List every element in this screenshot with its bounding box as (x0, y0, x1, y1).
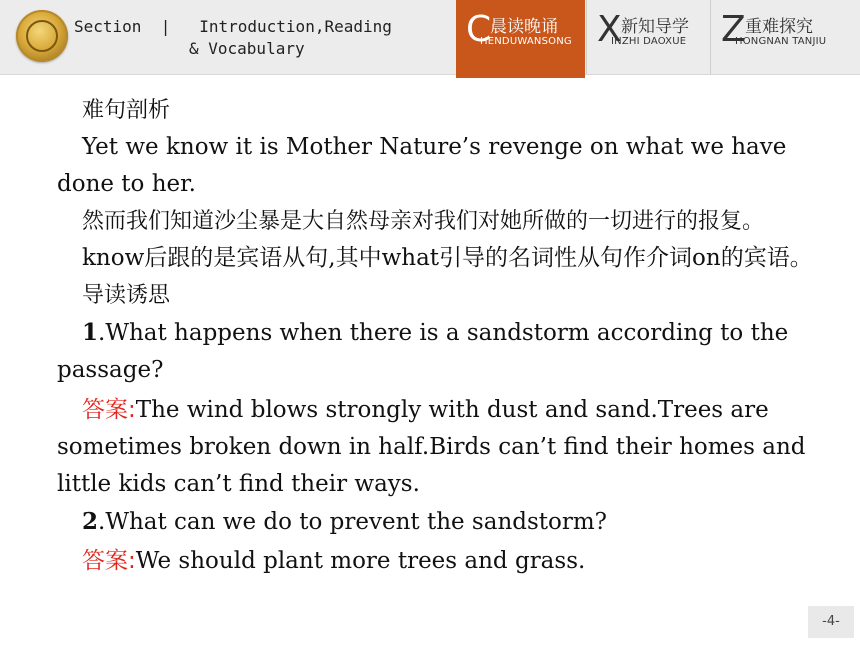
tab-pinyin: HENDUWANSONG (480, 36, 572, 47)
sentence-analysis: know后跟的是宾语从句,其中what引导的名词性从句作介词on的宾语。 (82, 245, 813, 271)
tab-pinyin: INZHI DAOXUE (611, 36, 687, 47)
question-number: 2 (82, 508, 99, 535)
answer-label: 答案: (82, 548, 136, 574)
question-1 (57, 314, 817, 389)
answer-1 (57, 392, 817, 503)
question-number: 1 (82, 319, 99, 346)
tab-label: 新知导学 (621, 17, 689, 37)
page-number: -4- (808, 606, 854, 638)
answer-label: 答案: (82, 397, 136, 423)
answer-text: We should plant more trees and grass. (135, 548, 586, 574)
section-title-line2: & Vocabulary (189, 39, 305, 58)
tab-letter: X (597, 9, 622, 50)
tab-letter: C (466, 9, 492, 50)
tab-new-knowledge[interactable] (586, 0, 710, 74)
heading-guided-reading: 导读诱思 (82, 283, 171, 308)
section-title-line1: Section | Introduction,Reading (74, 17, 392, 36)
question-text: .What happens when there is a sandstorm according to the passage? (57, 320, 789, 383)
tab-label: 晨读晚诵 (490, 17, 558, 37)
section-title (74, 16, 392, 60)
answer-text: The wind blows strongly with dust and sand.Trees are sometimes broken down in half.Birds can’t find their homes and little kids can’t find their ways. (57, 397, 806, 497)
tab-key-difficulties[interactable] (710, 0, 834, 74)
question-2 (57, 503, 817, 541)
tab-pinyin: HONGNAN TANJIU (735, 36, 827, 47)
example-sentence: Yet we know it is Mother Nature’s revenge on what we have done to her. (57, 134, 787, 197)
question-text: .What can we do to prevent the sandstorm? (98, 509, 608, 535)
top-navigation-bar (0, 0, 860, 75)
tab-morning-reading[interactable] (456, 0, 585, 74)
slide-content (57, 92, 817, 580)
sentence-translation: 然而我们知道沙尘暴是大自然母亲对我们对她所做的一切进行的报复。 (82, 209, 765, 234)
heading-difficult-sentence: 难句剖析 (82, 98, 171, 123)
tab-letter: Z (721, 9, 746, 50)
tab-label: 重难探究 (745, 17, 813, 37)
school-emblem-logo (16, 10, 68, 62)
answer-2 (57, 543, 817, 580)
